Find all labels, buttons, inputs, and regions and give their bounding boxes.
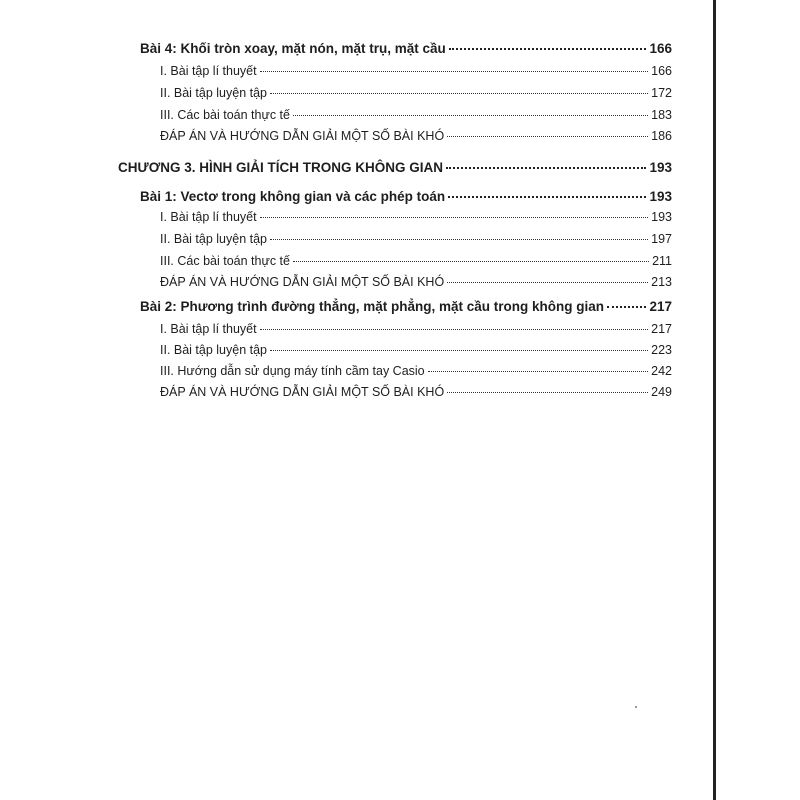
toc-entry-label: ĐÁP ÁN VÀ HƯỚNG DẪN GIẢI MỘT SỐ BÀI KHÓ (160, 275, 445, 289)
toc-page-number: 193 (651, 210, 672, 224)
toc-entry-label: ĐÁP ÁN VÀ HƯỚNG DẪN GIẢI MỘT SỐ BÀI KHÓ (160, 129, 445, 143)
toc-entry[interactable] (160, 106, 672, 124)
toc-entry[interactable] (160, 84, 672, 102)
toc-entry-label: CHƯƠNG 3. HÌNH GIẢI TÍCH TRONG KHÔNG GIAN (118, 160, 443, 175)
toc-entry-label: I. Bài tập lí thuyết (160, 210, 257, 224)
toc-page-number: 217 (649, 299, 672, 314)
toc-page-number: 186 (651, 129, 672, 143)
toc-entry-answers[interactable] (160, 127, 672, 145)
toc-entry[interactable] (160, 341, 672, 359)
toc-entry-label: I. Bài tập lí thuyết (160, 322, 257, 336)
toc-entry-label: ĐÁP ÁN VÀ HƯỚNG DẪN GIẢI MỘT SỐ BÀI KHÓ (160, 385, 445, 399)
toc-page-number: 166 (651, 64, 672, 78)
toc-entry[interactable] (160, 362, 672, 380)
toc-entry-label: II. Bài tập luyện tập (160, 86, 268, 100)
toc-page-number: 249 (651, 385, 672, 399)
scan-speck (635, 706, 637, 708)
toc-page-number: 217 (651, 322, 672, 336)
toc-page-number: 193 (649, 189, 672, 204)
toc-page-number: 166 (649, 41, 672, 56)
toc-entry[interactable] (160, 230, 672, 248)
toc-entry-label: III. Hướng dẫn sử dụng máy tính cầm tay Casio (160, 364, 425, 378)
dot-leader (270, 93, 648, 94)
dot-leader (260, 217, 649, 218)
dot-leader (447, 392, 648, 393)
toc-entry-label: Bài 2: Phương trình đường thẳng, mặt phẳng, mặt cầu trong không gian (140, 299, 604, 314)
toc-entry-label: II. Bài tập luyện tập (160, 232, 268, 246)
toc-page-number: 242 (651, 364, 672, 378)
toc-page-number: 211 (652, 254, 672, 268)
toc-entry-label: III. Các bài toán thực tế (160, 108, 290, 122)
toc-section-bai-1[interactable] (140, 188, 672, 206)
dot-leader (428, 371, 649, 372)
dot-leader (447, 282, 648, 283)
toc-chapter-3[interactable] (118, 159, 672, 177)
toc-entry-label: Bài 4: Khối tròn xoay, mặt nón, mặt trụ, mặt cầu (140, 41, 446, 56)
toc-page-number: 223 (651, 343, 672, 357)
dot-leader (260, 329, 649, 330)
dot-leader (447, 136, 648, 137)
toc-page-number: 183 (651, 108, 672, 122)
dot-leader (270, 350, 648, 351)
dot-leader (293, 115, 648, 116)
toc-entry[interactable] (160, 208, 672, 226)
toc-entry[interactable] (160, 320, 672, 338)
toc-section-bai-4[interactable] (140, 40, 672, 58)
dot-leader (270, 239, 648, 240)
toc-entry[interactable] (160, 252, 672, 270)
dot-leader (446, 167, 646, 169)
toc-page-number: 172 (651, 86, 672, 100)
toc-entry[interactable] (160, 62, 672, 80)
toc-entry-label: III. Các bài toán thực tế (160, 254, 290, 268)
toc-section-bai-2[interactable] (140, 298, 672, 316)
dot-leader (293, 261, 649, 262)
toc-entry-label: I. Bài tập lí thuyết (160, 64, 257, 78)
toc-entry-label: II. Bài tập luyện tập (160, 343, 268, 357)
toc-entry-label: Bài 1: Vectơ trong không gian và các phép toán (140, 189, 446, 204)
dot-leader (448, 196, 646, 198)
toc-page-number: 213 (651, 275, 672, 289)
toc-page-number: 193 (649, 160, 672, 175)
dot-leader (607, 306, 646, 308)
toc-entry-answers[interactable] (160, 273, 672, 291)
dot-leader (260, 71, 649, 72)
dot-leader (449, 48, 647, 50)
toc-entry-answers[interactable] (160, 383, 672, 401)
toc-page-number: 197 (651, 232, 672, 246)
